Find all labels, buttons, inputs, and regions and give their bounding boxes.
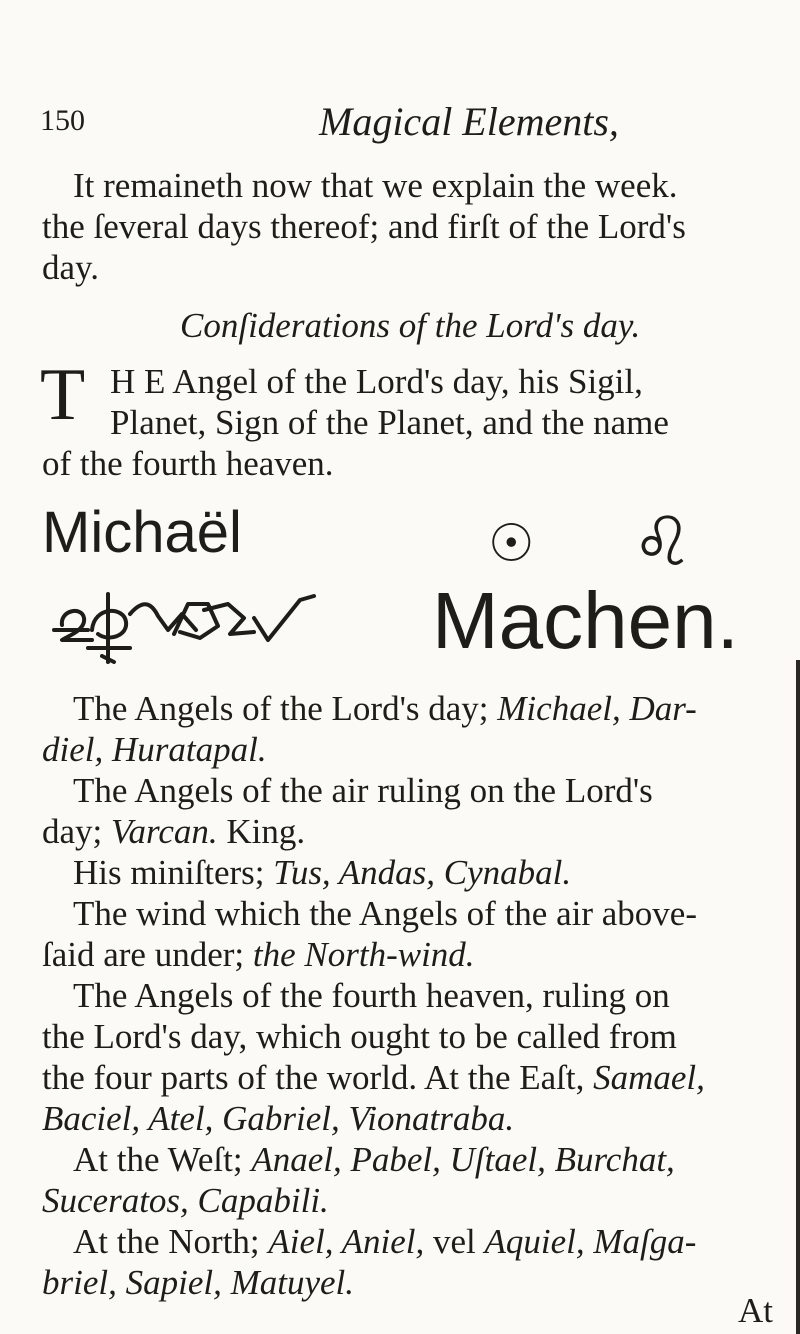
north-lead: At the North; (73, 1222, 260, 1261)
north-vel: vel (432, 1222, 476, 1261)
fourth-line-3 (42, 1057, 705, 1099)
north-names-b: Aquiel, Maſga- (484, 1222, 697, 1261)
page-edge-line (796, 660, 800, 1334)
section-heading: Conſiderations of the Lord's day. (180, 306, 641, 345)
opening-line-3: of the fourth heaven. (42, 444, 334, 483)
angels-lead: The Angels of the Lord's day; (73, 689, 489, 728)
angel-name: Michaël (42, 500, 242, 565)
intro-line-2: the ſeveral days thereof; and firſt of the Lord's (42, 207, 686, 246)
angels-names-2: diel, Huratapal. (42, 730, 267, 769)
wind-value: the North-wind. (252, 935, 475, 974)
air-line-1: The Angels of the air ruling on the Lord's (73, 771, 653, 810)
air-lead: day; (42, 812, 103, 851)
running-title: Magical Elements, (319, 99, 619, 144)
air-rest: King. (226, 812, 306, 851)
west-line-1 (73, 1139, 675, 1181)
wind-line-1: The wind which the Angels of the air above- (73, 894, 697, 933)
drop-capital: T (40, 354, 86, 436)
sigil-of-michael-icon (48, 570, 318, 665)
angels-line-1 (73, 688, 697, 730)
wind-lead: ſaid are under; (42, 935, 245, 974)
page-number: 150 (40, 104, 85, 137)
west-names-2: Suceratos, Capabili. (42, 1181, 329, 1220)
ministers-line (73, 852, 571, 894)
fourth-line-2: the Lord's day, which ought to be called from (42, 1017, 677, 1056)
fourth-line-3-text: the four parts of the world. At the Eaſt, (42, 1058, 585, 1097)
wind-line-2 (42, 934, 475, 976)
north-line-1 (73, 1221, 696, 1263)
north-names-2: briel, Sapiel, Matuyel. (42, 1263, 355, 1302)
catchword: At (738, 1291, 773, 1330)
fourth-line-3-name: Samael, (593, 1058, 705, 1097)
fourth-line-1: The Angels of the fourth heaven, ruling on (73, 976, 670, 1015)
angels-names-1: Michael, Dar- (497, 689, 697, 728)
heaven-name: Machen. (432, 576, 739, 665)
opening-line-1: H E Angel of the Lord's day, his Sigil, (110, 362, 643, 401)
ministers-names: Tus, Andas, Cynabal. (273, 853, 572, 892)
opening-line-2: Planet, Sign of the Planet, and the name (110, 403, 669, 442)
air-name: Varcan. (111, 812, 218, 851)
fourth-line-4: Baciel, Atel, Gabriel, Vionatraba. (42, 1099, 515, 1138)
leo-symbol: ♌ (632, 504, 693, 580)
intro-line-1: It remaineth now that we explain the week. (73, 166, 678, 205)
north-names-a: Aiel, Aniel, (268, 1222, 425, 1261)
sun-symbol: ☉ (488, 515, 535, 573)
air-line-2 (42, 811, 305, 853)
west-names-1: Anael, Pabel, Uſtael, Burchat, (251, 1140, 675, 1179)
west-lead: At the Weſt; (73, 1140, 243, 1179)
intro-line-3: day. (42, 248, 100, 287)
ministers-lead: His miniſters; (73, 853, 265, 892)
